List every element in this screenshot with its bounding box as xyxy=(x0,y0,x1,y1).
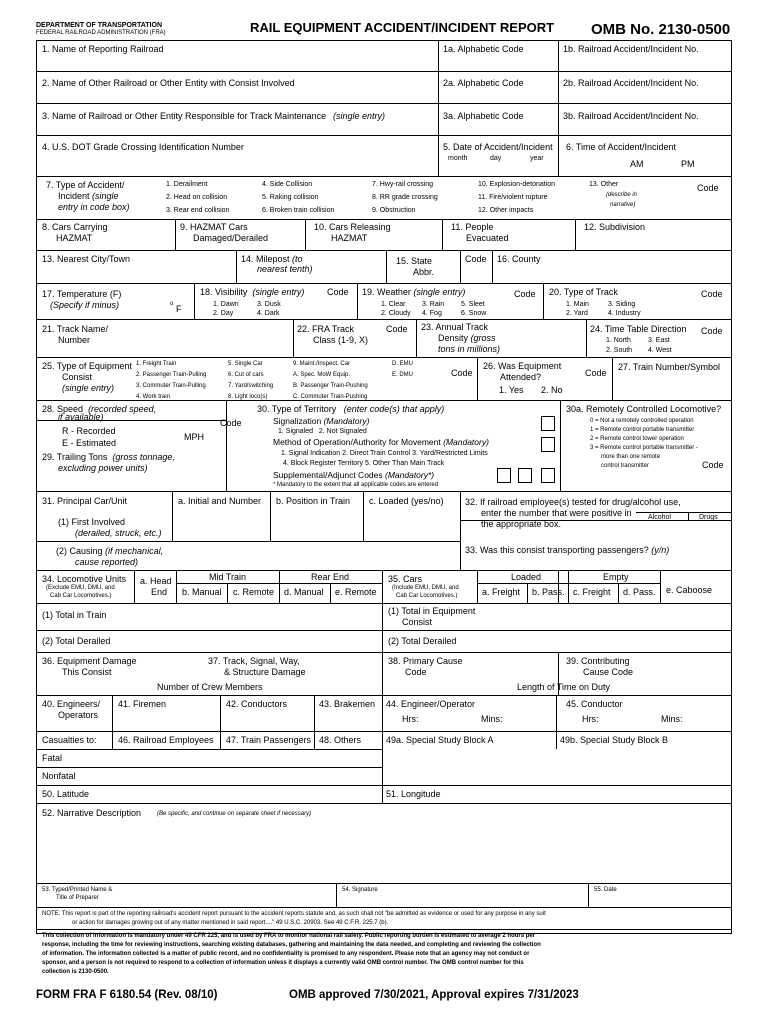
supplemental-code-box-3[interactable] xyxy=(541,468,555,483)
field-19-code: Code xyxy=(514,289,536,299)
total-derailed-loco: (2) Total Derailed xyxy=(42,636,111,646)
field-25-code: Code xyxy=(451,368,473,378)
field-38-label-2: Code xyxy=(405,667,427,677)
supplemental-label xyxy=(273,471,434,480)
total-in-consist-2: Consist xyxy=(402,617,433,627)
field-14-milepost: 14. Milepost xyxy=(241,254,290,264)
field-34-note-2: Cab Car Locomotives.) xyxy=(50,593,112,599)
field-28-speed: 28. Speed xyxy=(42,404,84,414)
field-2a-label: 2a. Alphabetic Code xyxy=(443,78,524,88)
field-3a-label: 3a. Alphabetic Code xyxy=(443,111,524,121)
field-55-label: 55. Date xyxy=(594,887,617,893)
cars-col-line xyxy=(660,570,661,603)
supplemental-mandatory: (Mandatory*) xyxy=(385,470,435,480)
supplemental-text: Supplemental/Adjunct Codes xyxy=(273,470,383,480)
fatal-label: Fatal xyxy=(42,753,63,763)
field-1-label: 1. Name of Reporting Railroad xyxy=(42,44,164,54)
field-26-label-2: Attended? xyxy=(500,372,542,382)
burden-line-2: response, including the time for reviewing instructions, searching existing databases, gathering and maintaining the data needed, and completing and reviewing the collection xyxy=(42,942,541,948)
field-52-note: (Be specific, and continue on separate sheet if necessary) xyxy=(157,811,312,817)
conductor-hrs: Hrs: xyxy=(582,714,599,724)
date-day: day xyxy=(490,155,502,162)
field-49a-label: 49a. Special Study Block A xyxy=(386,735,494,745)
burden-line-5: collection is 2130-0500. xyxy=(42,969,109,975)
rear-manual-label: d. Manual xyxy=(284,587,324,597)
remote-option: 3 = Remote control portable transmitter - xyxy=(590,445,698,451)
time-pm: PM xyxy=(681,159,695,169)
equipment-option: 1. Freight Train xyxy=(136,361,177,367)
field-42-label: 42. Conductors xyxy=(226,699,288,709)
field-28-note-2: if available) xyxy=(58,412,104,422)
track-type-option: 3. Siding xyxy=(608,301,636,308)
equipment-option: 6. Cut of cars xyxy=(228,372,264,378)
weather-option: 2. Cloudy xyxy=(381,310,411,317)
speed-estimated: E - Estimated xyxy=(62,438,117,448)
drugs-label: Drugs xyxy=(699,514,718,521)
field-47-label: 47. Train Passengers xyxy=(226,735,312,745)
loco-col-line xyxy=(227,583,228,603)
remote-option-2: more than one remote xyxy=(601,454,661,460)
accident-type-option: 7. Hwy-rail crossing xyxy=(372,181,434,188)
agency-name: FEDERAL RAILROAD ADMINISTRATION (FRA) xyxy=(36,30,166,36)
loaded-freight-label: a. Freight xyxy=(482,587,521,597)
equipment-option: 3. Commuter Train-Pulling xyxy=(136,383,206,389)
date-year: year xyxy=(530,155,544,162)
field-32-label-3: the appropriate box. xyxy=(481,519,562,529)
remote-option: 2 = Remote control tower operation xyxy=(590,436,684,442)
field-3-label: 3. Name of Railroad or Other Entity Responsible for Track Maintenance xyxy=(42,111,327,121)
field-30-territory: 30. Type of Territory xyxy=(257,404,337,414)
field-44-label: 44. Engineer/Operator xyxy=(386,699,476,709)
track-type-option: 1. Main xyxy=(566,301,589,308)
direction-option: 3. East xyxy=(648,337,670,344)
head-end-label: a. Head xyxy=(140,576,172,586)
field-11-label: 11. People xyxy=(451,222,494,232)
field-3-note: (single entry) xyxy=(333,111,386,121)
field-24-label: 24. Time Table Direction xyxy=(590,324,687,334)
mandatory-footnote: * Mandatory to the extent that all applicable codes are entered xyxy=(273,482,439,488)
crew-members-label: Number of Crew Members xyxy=(157,682,263,692)
direction-option: 2. South xyxy=(606,347,633,354)
field-1a-label: 1a. Alphabetic Code xyxy=(443,44,524,54)
accident-type-option: 10. Explosion-detonation xyxy=(478,181,556,188)
field-30-label xyxy=(257,405,444,414)
field-40-label-2: Operators xyxy=(58,710,99,720)
field-39-label: 39. Contributing xyxy=(566,656,630,666)
field-20-code: Code xyxy=(701,289,723,299)
field-33-note: (y/n) xyxy=(651,545,670,555)
field-29-note: (gross tonnage, xyxy=(112,452,175,462)
field-10-label-2: HAZMAT xyxy=(331,233,368,243)
field-20-label: 20. Type of Track xyxy=(549,287,618,297)
field-48-label: 48. Others xyxy=(319,735,362,745)
other-note-2: narrative) xyxy=(610,202,636,208)
accident-type-option: 11. Fire/violent rupture xyxy=(478,194,548,201)
field-18-label xyxy=(200,288,304,297)
field-8-label: 8. Cars Carrying xyxy=(42,222,108,232)
field-35-note-2: Cab Car Locomotives.) xyxy=(396,593,458,599)
field-45-label: 45. Conductor xyxy=(566,699,623,709)
empty-freight-label: c. Freight xyxy=(573,587,611,597)
method-code-box[interactable] xyxy=(541,437,555,452)
field-19-label xyxy=(362,288,465,297)
accident-type-option: 8. RR grade crossing xyxy=(372,194,438,201)
causing-note: (if mechanical, xyxy=(105,546,164,556)
method-option: 1. Signal Indication 2. Direct Train Control 3. Yard/Restricted Limits xyxy=(281,450,488,457)
field-15-label: 15. State xyxy=(396,256,433,266)
loco-col-line xyxy=(279,570,280,603)
weather-option: 1. Clear xyxy=(381,301,406,308)
field-30-note: (enter code(s) that apply) xyxy=(343,404,445,414)
field-15-code: Code xyxy=(465,254,487,264)
field-19-note: (single entry) xyxy=(413,287,466,297)
equipment-option: 8. Light loco(s) xyxy=(228,394,268,400)
field-37-label: 37. Track, Signal, Way, xyxy=(208,656,300,666)
equipment-option: 4. Work train xyxy=(136,394,170,400)
attended-no: 2. No xyxy=(541,385,563,395)
field-37-label-2: & Structure Damage xyxy=(224,667,306,677)
field-2b-label: 2b. Railroad Accident/Incident No. xyxy=(563,78,699,88)
signalization-text: Signalization xyxy=(273,416,322,426)
track-type-option: 4. Industry xyxy=(608,310,641,317)
weather-option: 3. Rain xyxy=(422,301,445,308)
empty-label: Empty xyxy=(603,572,629,582)
field-23-label: 23. Annual Track xyxy=(421,322,489,332)
time-on-duty-label: Length of Time on Duty xyxy=(517,682,611,692)
method-option: 4. Block Register Territory 5. Other Than Main Track xyxy=(283,460,445,467)
field-7-label: 7. Type of Accident/ xyxy=(46,180,125,190)
field-35-note: (Include EMU, DMU, and xyxy=(392,585,459,591)
field-7-incident: Incident xyxy=(58,191,90,201)
empty-pass-label: d. Pass. xyxy=(623,587,656,597)
equipment-option: 7. Yard/switching xyxy=(228,383,274,389)
visibility-option: 4. Dark xyxy=(257,310,280,317)
burden-line-1: This collection of information is mandatory under 49 CFR 225, and is used by FRA to monitor national rail safety. Public reporting burden is estimated to average 2 hours per xyxy=(42,933,536,939)
remote-option-3: control transmitter xyxy=(601,463,650,469)
field-25-note: (single entry) xyxy=(62,383,115,393)
field-8-label-2: HAZMAT xyxy=(56,233,93,243)
field-18-visibility: 18. Visibility xyxy=(200,287,248,297)
equipment-option: C. Commuter Train-Pushing xyxy=(293,394,368,400)
cars-col-line xyxy=(568,570,569,603)
field-22-code: Code xyxy=(386,324,408,334)
field-23-density: Density xyxy=(438,333,469,343)
field-36-label-2: This Consist xyxy=(62,667,112,677)
field-41-label: 41. Firemen xyxy=(118,699,167,709)
field-39-label-2: Cause Code xyxy=(583,667,634,677)
accident-type-option: 2. Head on collision xyxy=(166,194,228,201)
visibility-option: 1. Dawn xyxy=(213,301,239,308)
field-3b-label: 3b. Railroad Accident/Incident No. xyxy=(563,111,699,121)
field-18-note: (single entry) xyxy=(252,287,305,297)
field-52-label: 52. Narrative Description xyxy=(42,808,142,818)
field-11-label-2: Evacuated xyxy=(466,233,509,243)
field-29-note-2: excluding power units) xyxy=(58,463,148,473)
time-am: AM xyxy=(630,159,644,169)
field-36-label: 36. Equipment Damage xyxy=(42,656,137,666)
engineer-hrs: Hrs: xyxy=(402,714,419,724)
signal-option xyxy=(278,428,367,435)
weather-option: 4. Fog xyxy=(422,310,442,317)
cars-col-line xyxy=(477,570,478,603)
method-mandatory: (Mandatory) xyxy=(443,437,489,447)
field-25-label: 25. Type of Equipment xyxy=(42,361,132,371)
field-50-label: 50. Latitude xyxy=(42,789,90,799)
signalization-code-box[interactable] xyxy=(541,416,555,431)
field-30a-code: Code xyxy=(702,460,724,470)
field-9-label-2: Damaged/Derailed xyxy=(193,233,269,243)
field-14-to: (to xyxy=(292,254,303,264)
note-line-2: or action for damages growing out of any matter mentioned in said report...." 49 U.S.C. 20903. See 49 C.F.R. 225.7 (b). xyxy=(72,920,389,926)
field-1b-label: 1b. Railroad Accident/Incident No. xyxy=(563,44,699,54)
loaded-pass-label: b. Pass. xyxy=(532,587,565,597)
field-34-note: (Exclude EMU, DMU, and xyxy=(46,585,115,591)
field-17-label: 17. Temperature (F) xyxy=(42,289,122,299)
speed-recorded: R - Recorded xyxy=(62,426,116,436)
direction-option: 1. North xyxy=(606,337,631,344)
field-49b-label: 49b. Special Study Block B xyxy=(560,735,669,745)
weather-option: 5. Sleet xyxy=(461,301,485,308)
field-32-label-2: enter the number that were positive in xyxy=(481,508,632,518)
burden-line-3: of information. The information collected is a matter of public record, and no confidentiality is promised to any respondent. Please note that an agency may not conduct or xyxy=(42,951,530,957)
rear-end-label: Rear End xyxy=(311,572,350,582)
field-35-label: 35. Cars xyxy=(388,574,423,584)
accident-type-option: 5. Raking collision xyxy=(262,194,319,201)
drug-test-divider xyxy=(636,512,732,513)
signal-signaled: 1. Signaled xyxy=(278,428,314,435)
engineer-mins: Mins: xyxy=(481,714,503,724)
field-31a-label: a. Initial and Number xyxy=(178,496,262,506)
field-23-label-2 xyxy=(438,334,496,343)
mid-manual-label: b. Manual xyxy=(182,587,222,597)
field-5-label: 5. Date of Accident/Incident xyxy=(443,142,553,152)
field-16-label: 16. County xyxy=(497,254,541,264)
casualties-label: Casualties to: xyxy=(42,735,97,745)
equipment-option: D. EMU xyxy=(392,361,413,367)
field-33-text: 33. Was this consist transporting passengers? xyxy=(465,545,649,555)
field-23-gross: (gross xyxy=(470,333,496,343)
cars-col-line xyxy=(527,583,528,603)
field-31c-label: c. Loaded (yes/no) xyxy=(369,496,444,506)
equipment-option: 9. Maint./Inspect. Car xyxy=(293,361,351,367)
field-53-label-2: Title of Preparer xyxy=(56,895,99,901)
loaded-label: Loaded xyxy=(511,572,542,582)
accident-type-option: 6. Broken train collision xyxy=(262,207,335,214)
form-number: FORM FRA F 6180.54 (Rev. 08/10) xyxy=(36,989,218,1001)
field-10-label: 10. Cars Releasing xyxy=(314,222,391,232)
field-34-label: 34. Locomotive Units xyxy=(42,574,127,584)
total-derailed-cars: (2) Total Derailed xyxy=(388,636,457,646)
omb-approval: OMB approved 7/30/2021, Approval expires 7/31/2023 xyxy=(289,989,579,1001)
field-28-note: (recorded speed, xyxy=(88,404,157,414)
attended-yes: 1. Yes xyxy=(499,385,524,395)
field-17-note: (Specify if minus) xyxy=(50,300,120,310)
track-type-option: 2. Yard xyxy=(566,310,588,317)
total-in-consist: (1) Total in Equipment xyxy=(388,606,476,616)
field-18-code: Code xyxy=(327,287,349,297)
field-2-label: 2. Name of Other Railroad or Other Entity with Consist Involved xyxy=(42,78,295,88)
field-43-label: 43. Brakemen xyxy=(319,699,376,709)
equipment-option: B. Passenger Train-Pushing xyxy=(293,383,368,389)
field-28-code: Code xyxy=(220,418,242,428)
field-29-tons: 29. Trailing Tons xyxy=(42,452,108,462)
supplemental-code-box-2[interactable] xyxy=(518,468,532,483)
field-40-label: 40. Engineers/ xyxy=(42,699,101,709)
field-22-label: 22. FRA Track xyxy=(297,324,355,334)
field-7-single: (single xyxy=(92,191,119,201)
field-53-label: 53. Typed/Printed Name & xyxy=(42,887,113,893)
field-21-label: 21. Track Name/ xyxy=(42,324,109,334)
accident-type-option: 12. Other impacts xyxy=(478,207,534,214)
supplemental-code-box-1[interactable] xyxy=(497,468,511,483)
field-7-label-3: entry in code box) xyxy=(58,202,130,212)
cars-col-line xyxy=(618,583,619,603)
degree-f: F xyxy=(176,304,182,314)
field-27-label: 27. Train Number/Symbol xyxy=(618,362,721,372)
field-14-note: nearest tenth) xyxy=(257,264,313,274)
weather-option: 6. Snow xyxy=(461,310,487,317)
rear-remote-label: e. Remote xyxy=(335,587,377,597)
field-9-label: 9. HAZMAT Cars xyxy=(180,222,248,232)
signalization-label xyxy=(273,417,369,426)
field-7-label-2 xyxy=(58,192,119,201)
causing-text: (2) Causing xyxy=(56,546,103,556)
remote-option: 0 = Not a remotely controlled operation xyxy=(590,418,694,424)
field-12-label: 12. Subdivision xyxy=(584,222,646,232)
equipment-option: E. DMU xyxy=(392,372,413,378)
field-24-code: Code xyxy=(701,326,723,336)
degree-symbol: o xyxy=(170,301,174,307)
date-month: month xyxy=(448,155,468,162)
field-26-code: Code xyxy=(585,368,607,378)
first-involved: (1) First Involved xyxy=(58,517,126,527)
omb-number: OMB No. 2130-0500 xyxy=(591,21,731,38)
burden-line-4: sponsor, and a person is not required to respond to a collection of information unless it displays a currently valid OMB control number. The OMB control number for this xyxy=(42,960,524,966)
causing-label xyxy=(56,547,163,556)
accident-type-other: 13. Other xyxy=(589,181,619,188)
accident-type-option: 1. Derailment xyxy=(166,181,208,188)
field-38-label: 38. Primary Cause xyxy=(388,656,463,666)
field-4-label: 4. U.S. DOT Grade Crossing Identification Number xyxy=(42,142,244,152)
field-32-label: 32. If railroad employee(s) tested for drug/alcohol use, xyxy=(465,497,681,507)
field-30a-label: 30a. Remotely Controlled Locomotive? xyxy=(566,404,722,414)
signal-not-signaled: 2. Not Signaled xyxy=(318,428,367,435)
dept-name: DEPARTMENT OF TRANSPORTATION xyxy=(36,22,162,29)
alcohol-label: Alcohol xyxy=(648,514,671,521)
field-21-label-2: Number xyxy=(58,335,91,345)
remote-option: 1 = Remote control portable transmitter xyxy=(590,427,695,433)
field-19-weather: 19. Weather xyxy=(362,287,411,297)
speed-mph: MPH xyxy=(184,432,204,442)
mid-train-label: Mid Train xyxy=(209,572,247,582)
field-22-label-2: Class (1-9, X) xyxy=(313,335,369,345)
causing-note-2: cause reported) xyxy=(75,557,139,567)
field-54-label: 54. Signature xyxy=(342,887,378,893)
field-31-label: 31. Principal Car/Unit xyxy=(42,496,128,506)
field-31b-label: b. Position in Train xyxy=(276,496,351,506)
nonfatal-label: Nonfatal xyxy=(42,771,76,781)
field-51-label: 51. Longitude xyxy=(386,789,441,799)
note-line-1: NOTE: This report is part of the reporting railroad's accident report pursuant to the accident reports statute and, as such shall not "be admitted as evidence or used for any purpose in any suit xyxy=(42,911,546,917)
field-26-label: 26. Was Equipment xyxy=(483,361,562,371)
other-note-1: (describe in xyxy=(606,192,638,198)
field-15-label-2: Abbr. xyxy=(413,267,435,277)
visibility-option: 3. Dusk xyxy=(257,301,281,308)
visibility-option: 2. Day xyxy=(213,310,234,317)
equipment-option: A. Spec. MoW Equip. xyxy=(293,372,351,378)
conductor-mins: Mins: xyxy=(661,714,683,724)
head-end-label-2: End xyxy=(151,587,168,597)
field-29-label xyxy=(42,453,175,462)
loco-col-line xyxy=(176,570,177,603)
accident-type-option: 4. Side Collision xyxy=(262,181,313,188)
mid-remote-label: c. Remote xyxy=(233,587,275,597)
method-label xyxy=(273,438,489,447)
loco-col-line xyxy=(330,583,331,603)
signalization-mandatory: (Mandatory) xyxy=(323,416,370,426)
caboose-label: e. Caboose xyxy=(666,585,713,595)
form-title: RAIL EQUIPMENT ACCIDENT/INCIDENT REPORT xyxy=(250,20,555,35)
accident-type-option: 3. Rear end collision xyxy=(166,207,230,214)
field-46-label: 46. Railroad Employees xyxy=(118,735,214,745)
field-6-label: 6. Time of Accident/Incident xyxy=(566,142,677,152)
first-involved-note: (derailed, struck, etc.) xyxy=(75,528,162,538)
accident-type-option: 9. Obstruction xyxy=(372,207,416,214)
equipment-option: 2. Passenger Train-Pulling xyxy=(136,372,207,378)
field-33-label xyxy=(465,546,669,555)
field-7-code: Code xyxy=(697,183,719,193)
field-23-note: tons in millions) xyxy=(438,344,501,354)
drug-test-divider xyxy=(688,512,689,521)
direction-option: 4. West xyxy=(648,347,672,354)
field-25-label-2: Consist xyxy=(62,372,93,382)
total-in-train: (1) Total in Train xyxy=(42,610,107,620)
field-13-label: 13. Nearest City/Town xyxy=(42,254,131,264)
method-text: Method of Operation/Authority for Movement xyxy=(273,437,441,447)
equipment-option: 5. Single Car xyxy=(228,361,263,367)
cars-subheader-line xyxy=(477,583,661,584)
